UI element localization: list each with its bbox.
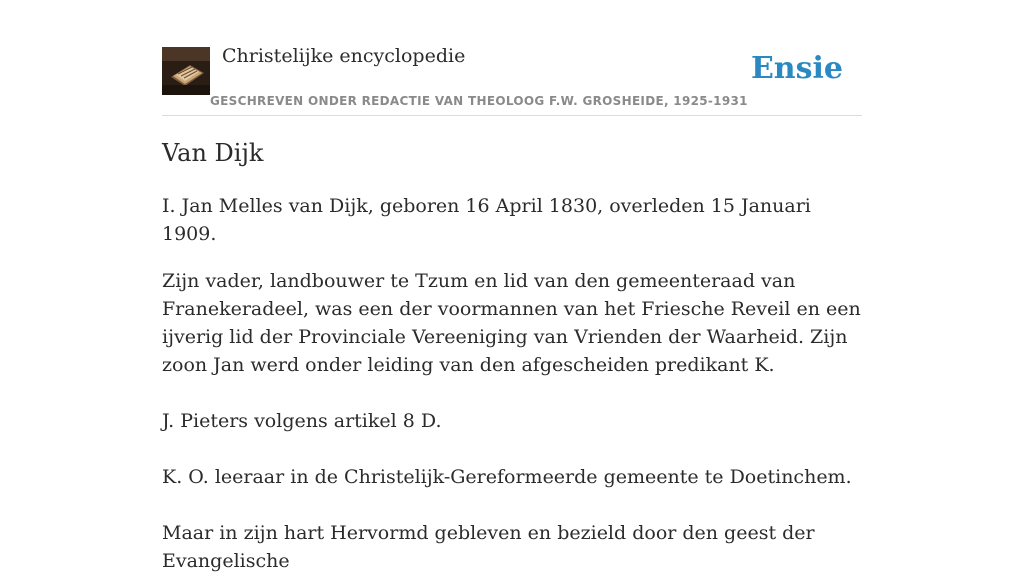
site-title[interactable]: Christelijke encyclopedie	[222, 45, 466, 67]
site-avatar[interactable]	[162, 47, 210, 95]
article-body	[162, 192, 862, 575]
article-paragraph: Zijn vader, landbouwer te Tzum en lid van den gemeenteraad van Franekeradeel, was een der voormannen van het Friesche Reveil en een ijverig lid der Provinciale Vereeniging van Vrienden der Waarheid. Zijn zoon Jan werd onder leiding van den afgescheiden predikant K.	[162, 270, 861, 376]
article-paragraph: I. Jan Melles van Dijk, geboren 16 April 1830, overleden 15 Januari 1909.	[162, 195, 811, 245]
site-header	[162, 0, 862, 116]
book-thumbnail-icon	[162, 47, 210, 95]
ensie-logo-link[interactable]: Ensie	[750, 51, 843, 86]
page	[162, 0, 862, 572]
article-paragraph: Maar in zijn hart Hervormd gebleven en bezield door den geest der Evangelische	[162, 522, 815, 572]
article-title: Van Dijk	[162, 139, 264, 167]
article-paragraph: J. Pieters volgens artikel 8 D.	[162, 410, 442, 432]
article-paragraph: K. O. leeraar in de Christelijk-Gereformeerde gemeente te Doetinchem.	[162, 466, 852, 488]
site-subtitle: GESCHREVEN ONDER REDACTIE VAN THEOLOOG F.W. GROSHEIDE, 1925-1931	[210, 94, 748, 108]
